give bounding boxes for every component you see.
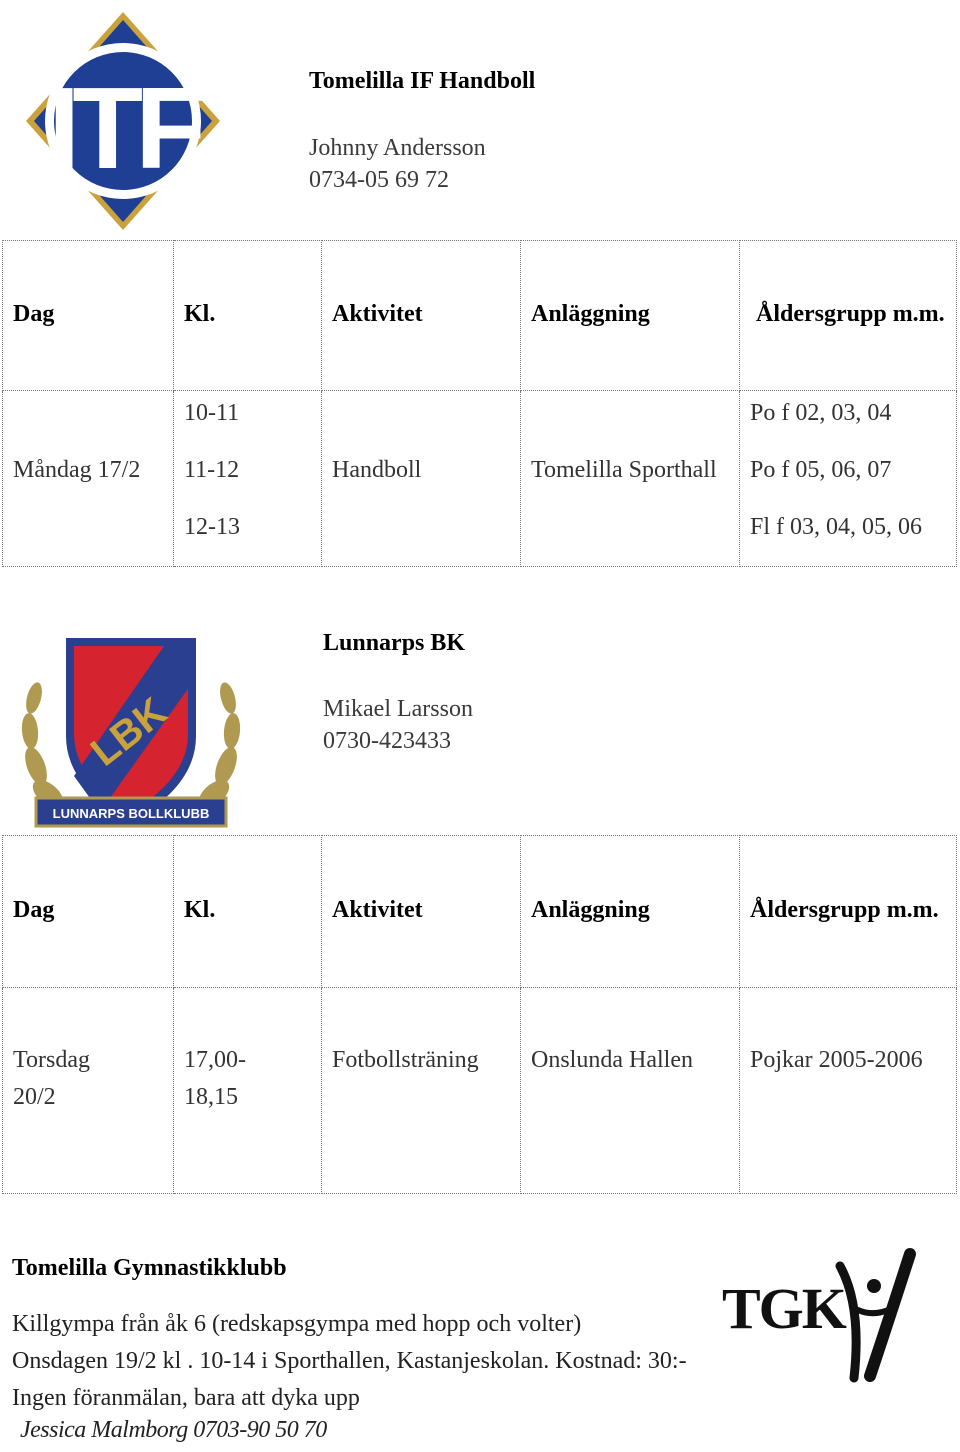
cell-aktivitet: Fotbollsträning bbox=[322, 988, 521, 1194]
lbk-title: Lunnarps BK bbox=[323, 630, 466, 656]
time-slot: 10-11 bbox=[184, 400, 240, 426]
lbk-contact-phone: 0730-423433 bbox=[323, 728, 451, 754]
cell-aktivitet: Handboll bbox=[322, 391, 521, 567]
tgk-logo-text: TGK bbox=[722, 1276, 845, 1341]
tgk-logo bbox=[720, 1246, 920, 1386]
header-dag: Dag bbox=[3, 836, 174, 988]
age-group: Po f 02, 03, 04 bbox=[750, 400, 892, 426]
header-anlaggning: Anläggning bbox=[521, 836, 740, 988]
age-group: Fl f 03, 04, 05, 06 bbox=[750, 514, 923, 540]
tgk-title: Tomelilla Gymnastikklubb bbox=[12, 1255, 287, 1281]
lbk-schedule-table bbox=[2, 835, 957, 1194]
cell-kl bbox=[174, 391, 322, 567]
lbk-logo bbox=[14, 626, 248, 838]
header-aldersgrupp: Åldersgrupp m.m. bbox=[740, 241, 957, 391]
header-aldersgrupp: Åldersgrupp m.m. bbox=[740, 836, 957, 988]
tgk-signature: Jessica Malmborg 0703-90 50 70 bbox=[20, 1417, 327, 1443]
cell-dag: Måndag 17/2 bbox=[3, 391, 174, 567]
cell-aldersgrupp: Pojkar 2005-2006 bbox=[740, 988, 957, 1194]
header-aktivitet: Aktivitet bbox=[322, 836, 521, 988]
header-aktivitet: Aktivitet bbox=[322, 241, 521, 391]
header-dag: Dag bbox=[3, 241, 174, 391]
cell-dag: Torsdag 20/2 bbox=[3, 988, 174, 1194]
lbk-logo-text: LBK bbox=[82, 689, 175, 775]
cell-anlaggning: Tomelilla Sporthall bbox=[521, 391, 740, 567]
table-row bbox=[3, 988, 957, 1194]
age-group: Po f 05, 06, 07 bbox=[750, 457, 892, 483]
table-header-row bbox=[3, 241, 957, 391]
header-kl: Kl. bbox=[174, 241, 322, 391]
lbk-contact-name: Mikael Larsson bbox=[323, 696, 473, 722]
time-slot: 12-13 bbox=[184, 514, 240, 540]
itf-logo-text: ITF bbox=[48, 63, 198, 193]
itf-contact-phone: 0734-05 69 72 bbox=[309, 167, 449, 193]
tgk-line: Onsdagen 19/2 kl . 10-14 i Sporthallen, Kastanjeskolan. Kostnad: 30:- bbox=[12, 1348, 687, 1374]
time-slot: 11-12 bbox=[184, 457, 240, 483]
tgk-line: Killgympa från åk 6 (redskapsgympa med hopp och volter) bbox=[12, 1311, 582, 1337]
header-kl: Kl. bbox=[174, 836, 322, 988]
itf-title: Tomelilla IF Handboll bbox=[309, 68, 536, 94]
cell-aldersgrupp bbox=[740, 391, 957, 567]
table-row bbox=[3, 391, 957, 567]
cell-kl: 17,00-18,15 bbox=[174, 988, 322, 1194]
table-header-row bbox=[3, 836, 957, 988]
header-anlaggning: Anläggning bbox=[521, 241, 740, 391]
tgk-line: Ingen föranmälan, bara att dyka upp bbox=[12, 1385, 360, 1411]
lbk-logo-banner: LUNNARPS BOLLKLUBB bbox=[52, 806, 210, 821]
cell-anlaggning: Onslunda Hallen bbox=[521, 988, 740, 1194]
itf-contact-name: Johnny Andersson bbox=[309, 135, 486, 161]
itf-logo bbox=[22, 8, 224, 234]
itf-schedule-table bbox=[2, 240, 957, 567]
